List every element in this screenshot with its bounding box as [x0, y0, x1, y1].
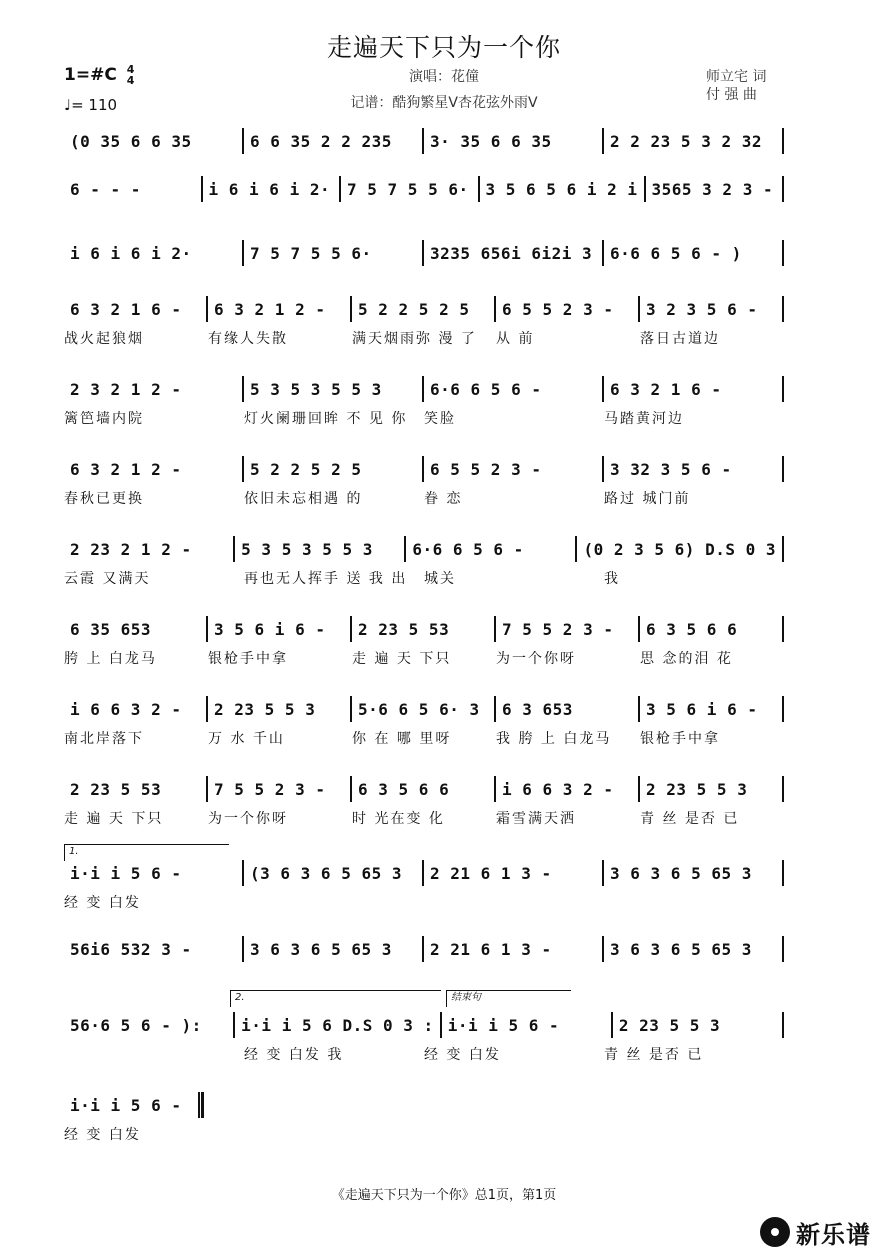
lyric-segment: 为一个你呀 — [496, 651, 576, 667]
lyric-segment: 春秋已更换 — [64, 491, 144, 507]
bar-line — [782, 536, 784, 562]
notes-line — [64, 128, 784, 154]
measure: 6·6 6 5 6 - — [430, 379, 542, 399]
key-signature — [64, 64, 134, 86]
lyric-segment: 城关 — [424, 571, 456, 587]
measure: 2 23 5 5 3 — [618, 1015, 721, 1035]
measure: 6 3 2 1 6 - — [70, 299, 182, 319]
measure: 56i6 532 3 - — [70, 939, 192, 959]
lyric-segment: 走 遍 天 下只 — [64, 811, 164, 827]
measure: 2 21 6 1 3 - — [430, 863, 552, 883]
measure: i·i i 5 6 - — [447, 1015, 560, 1035]
volta-second: 2. — [230, 990, 441, 1007]
page-footer: 《走遍天下只为一个你》总1页，第1页 — [331, 1188, 557, 1203]
bar-line — [782, 296, 784, 322]
lyric-segment: 笑脸 — [424, 411, 456, 427]
time-signature — [127, 64, 135, 86]
site-logo — [760, 1212, 871, 1252]
bar-line — [782, 860, 784, 886]
measure: 2 3 2 1 2 - — [70, 379, 182, 399]
measure: 7 5 7 5 5 6· — [347, 179, 469, 199]
measure: 6·6 6 5 6 - ) — [610, 243, 742, 263]
lyric-segment: 南北岸落下 — [64, 731, 144, 747]
notes-line — [64, 776, 784, 802]
measure: 5 3 5 3 5 5 3 — [241, 539, 373, 559]
lyric-segment: 经 变 白发 我 — [244, 1047, 344, 1063]
bar-line — [782, 176, 784, 202]
measure: 6 3 5 6 6 — [646, 619, 738, 639]
lyric-segment: 走 遍 天 下只 — [352, 651, 452, 667]
lyric-segment: 经 变 白发 — [64, 1127, 141, 1143]
measure: 3235 656i 6i2i 3 — [430, 243, 593, 263]
lyric-segment: 胯 上 白龙马 — [64, 651, 157, 667]
measure: 6 5 5 2 3 - — [502, 299, 614, 319]
bar-line — [782, 456, 784, 482]
lyric-segment: 时 光在变 化 — [352, 811, 445, 827]
bar-line — [782, 1012, 784, 1038]
time-sig-bottom: 4 — [126, 74, 135, 87]
notes-line — [64, 860, 784, 886]
volta-ending: 结束句 — [446, 990, 571, 1007]
measure: 3 5 6 i 6 - — [214, 619, 326, 639]
notes-line — [64, 1012, 784, 1038]
lyric-segment: 灯火阑珊回眸 不 见 你 — [244, 411, 408, 427]
lyric-segment: 满天烟雨弥 漫 了 — [352, 331, 477, 347]
lyric-segment: 眷 恋 — [424, 491, 463, 507]
measure: 3· 35 6 6 35 — [430, 131, 552, 151]
lyric-segment: 马踏黄河边 — [604, 411, 684, 427]
measure: 3 32 3 5 6 - — [610, 459, 732, 479]
lyric-segment: 从 前 — [496, 331, 535, 347]
measure: 6 35 653 — [70, 619, 152, 639]
lyric-segment: 云霞 又满天 — [64, 571, 151, 587]
lyric-segment: 有缘人失散 — [208, 331, 288, 347]
measure: 6 3 2 1 6 - — [610, 379, 722, 399]
measure: 2 23 2 1 2 - — [70, 539, 192, 559]
measure: 5 2 2 5 2 5 — [250, 459, 362, 479]
notes-line — [64, 296, 784, 322]
notes-line — [64, 616, 784, 642]
measure: 7 5 5 2 3 - — [214, 779, 326, 799]
notator-credit: 记谱：酷狗繁星V杏花弦外雨V — [350, 95, 538, 111]
measure: 3 6 3 6 5 65 3 — [610, 863, 752, 883]
measure: i·i i 5 6 D.S 0 3 : — [241, 1015, 434, 1035]
bar-line — [782, 936, 784, 962]
measure: 2 23 5 5 3 — [214, 699, 316, 719]
measure: i 6 6 3 2 - — [502, 779, 614, 799]
lyric-segment: 依旧未忘相遇 的 — [244, 491, 363, 507]
measure: i 6 6 3 2 - — [70, 699, 182, 719]
measure: 56·6 5 6 - ): — [70, 1015, 202, 1035]
key-text: 1=#C — [64, 65, 117, 85]
logo-text: 新乐谱 — [796, 1220, 871, 1249]
lyric-segment: 我 — [604, 571, 620, 587]
measure: 2 23 5 53 — [70, 779, 162, 799]
measure: 2 23 5 5 3 — [646, 779, 748, 799]
notes-line — [64, 936, 784, 962]
measure: 6·6 6 5 6 - — [412, 539, 524, 559]
measure: 3 5 6 5 6 i 2 i — [485, 179, 638, 199]
lyric-segment: 篱笆墙内院 — [64, 411, 144, 427]
lyric-segment: 经 变 白发 — [424, 1047, 501, 1063]
measure: 3565 3 2 3 - — [651, 179, 774, 199]
measure: 5 2 2 5 2 5 — [358, 299, 470, 319]
notes-line — [64, 536, 784, 562]
measure: 6 3 653 — [502, 699, 573, 719]
bar-line — [782, 616, 784, 642]
lyric-segment: 我 胯 上 白龙马 — [496, 731, 612, 747]
notes-line — [64, 1092, 204, 1118]
measure: 3 2 3 5 6 - — [646, 299, 758, 319]
lyric-segment: 经 变 白发 — [64, 895, 141, 911]
measure: 2 2 23 5 3 2 32 — [610, 131, 762, 151]
measure: i·i i 5 6 - — [70, 1095, 182, 1115]
measure: 5 3 5 3 5 5 3 — [250, 379, 382, 399]
bar-line — [782, 776, 784, 802]
measure: 6 3 2 1 2 - — [70, 459, 182, 479]
bar-line — [782, 696, 784, 722]
lyric-segment: 为一个你呀 — [208, 811, 288, 827]
notes-line — [64, 376, 784, 402]
lyric-segment: 战火起狼烟 — [64, 331, 144, 347]
notes-line — [64, 456, 784, 482]
measure: i 6 i 6 i 2· — [70, 243, 192, 263]
measure: 3 6 3 6 5 65 3 — [610, 939, 752, 959]
lyric-segment: 霜雪满天洒 — [496, 811, 576, 827]
measure: 3 5 6 i 6 - — [646, 699, 758, 719]
lyric-segment: 路过 城门前 — [604, 491, 691, 507]
lyric-segment: 银枪手中拿 — [640, 731, 720, 747]
measure: 5·6 6 5 6· 3 — [358, 699, 480, 719]
notes-line — [64, 176, 784, 202]
lyric-segment: 青 丝 是否 已 — [604, 1047, 704, 1063]
measure: 6 5 5 2 3 - — [430, 459, 542, 479]
measure: 2 21 6 1 3 - — [430, 939, 552, 959]
lyric-segment: 青 丝 是否 已 — [640, 811, 740, 827]
measure: 6 6 35 2 2 235 — [250, 131, 392, 151]
bar-line — [782, 128, 784, 154]
measure: (0 35 6 6 35 — [70, 131, 192, 151]
bar-line — [782, 240, 784, 266]
composer-credit: 付 强 曲 — [706, 87, 757, 103]
lyric-segment: 你 在 哪 里呀 — [352, 731, 452, 747]
measure: (0 2 3 5 6) D.S 0 3 — [583, 539, 776, 559]
measure: 6 3 5 6 6 — [358, 779, 450, 799]
lyric-segment: 万 水 千山 — [208, 731, 285, 747]
lyric-segment: 落日古道边 — [640, 331, 720, 347]
volta-first: 1. — [64, 844, 229, 861]
lyric-segment: 再也无人挥手 送 我 出 — [244, 571, 408, 587]
measure: 2 23 5 53 — [358, 619, 450, 639]
measure: 7 5 5 2 3 - — [502, 619, 614, 639]
notes-line — [64, 696, 784, 722]
measure: i·i i 5 6 - — [70, 863, 182, 883]
measure: i 6 i 6 i 2· — [208, 179, 331, 199]
lyricist-credit: 师立宅 词 — [706, 69, 767, 85]
song-title: 走遍天下只为一个你 — [326, 33, 561, 62]
lyric-segment: 思 念的泪 花 — [640, 651, 733, 667]
measure: 6 3 2 1 2 - — [214, 299, 326, 319]
lyric-segment: 银枪手中拿 — [208, 651, 288, 667]
bar-line — [782, 376, 784, 402]
notes-line — [64, 240, 784, 266]
record-disc-icon — [760, 1217, 790, 1247]
measure: 3 6 3 6 5 65 3 — [250, 939, 392, 959]
time-sig-top: 4 — [126, 63, 135, 76]
bar-line — [198, 1092, 204, 1118]
tempo-mark: ♩= 110 — [64, 96, 118, 114]
measure: (3 6 3 6 5 65 3 — [250, 863, 402, 883]
measure: 7 5 7 5 5 6· — [250, 243, 372, 263]
singer-credit: 演唱：花僮 — [409, 69, 479, 85]
measure: 6 - - - — [70, 179, 141, 199]
